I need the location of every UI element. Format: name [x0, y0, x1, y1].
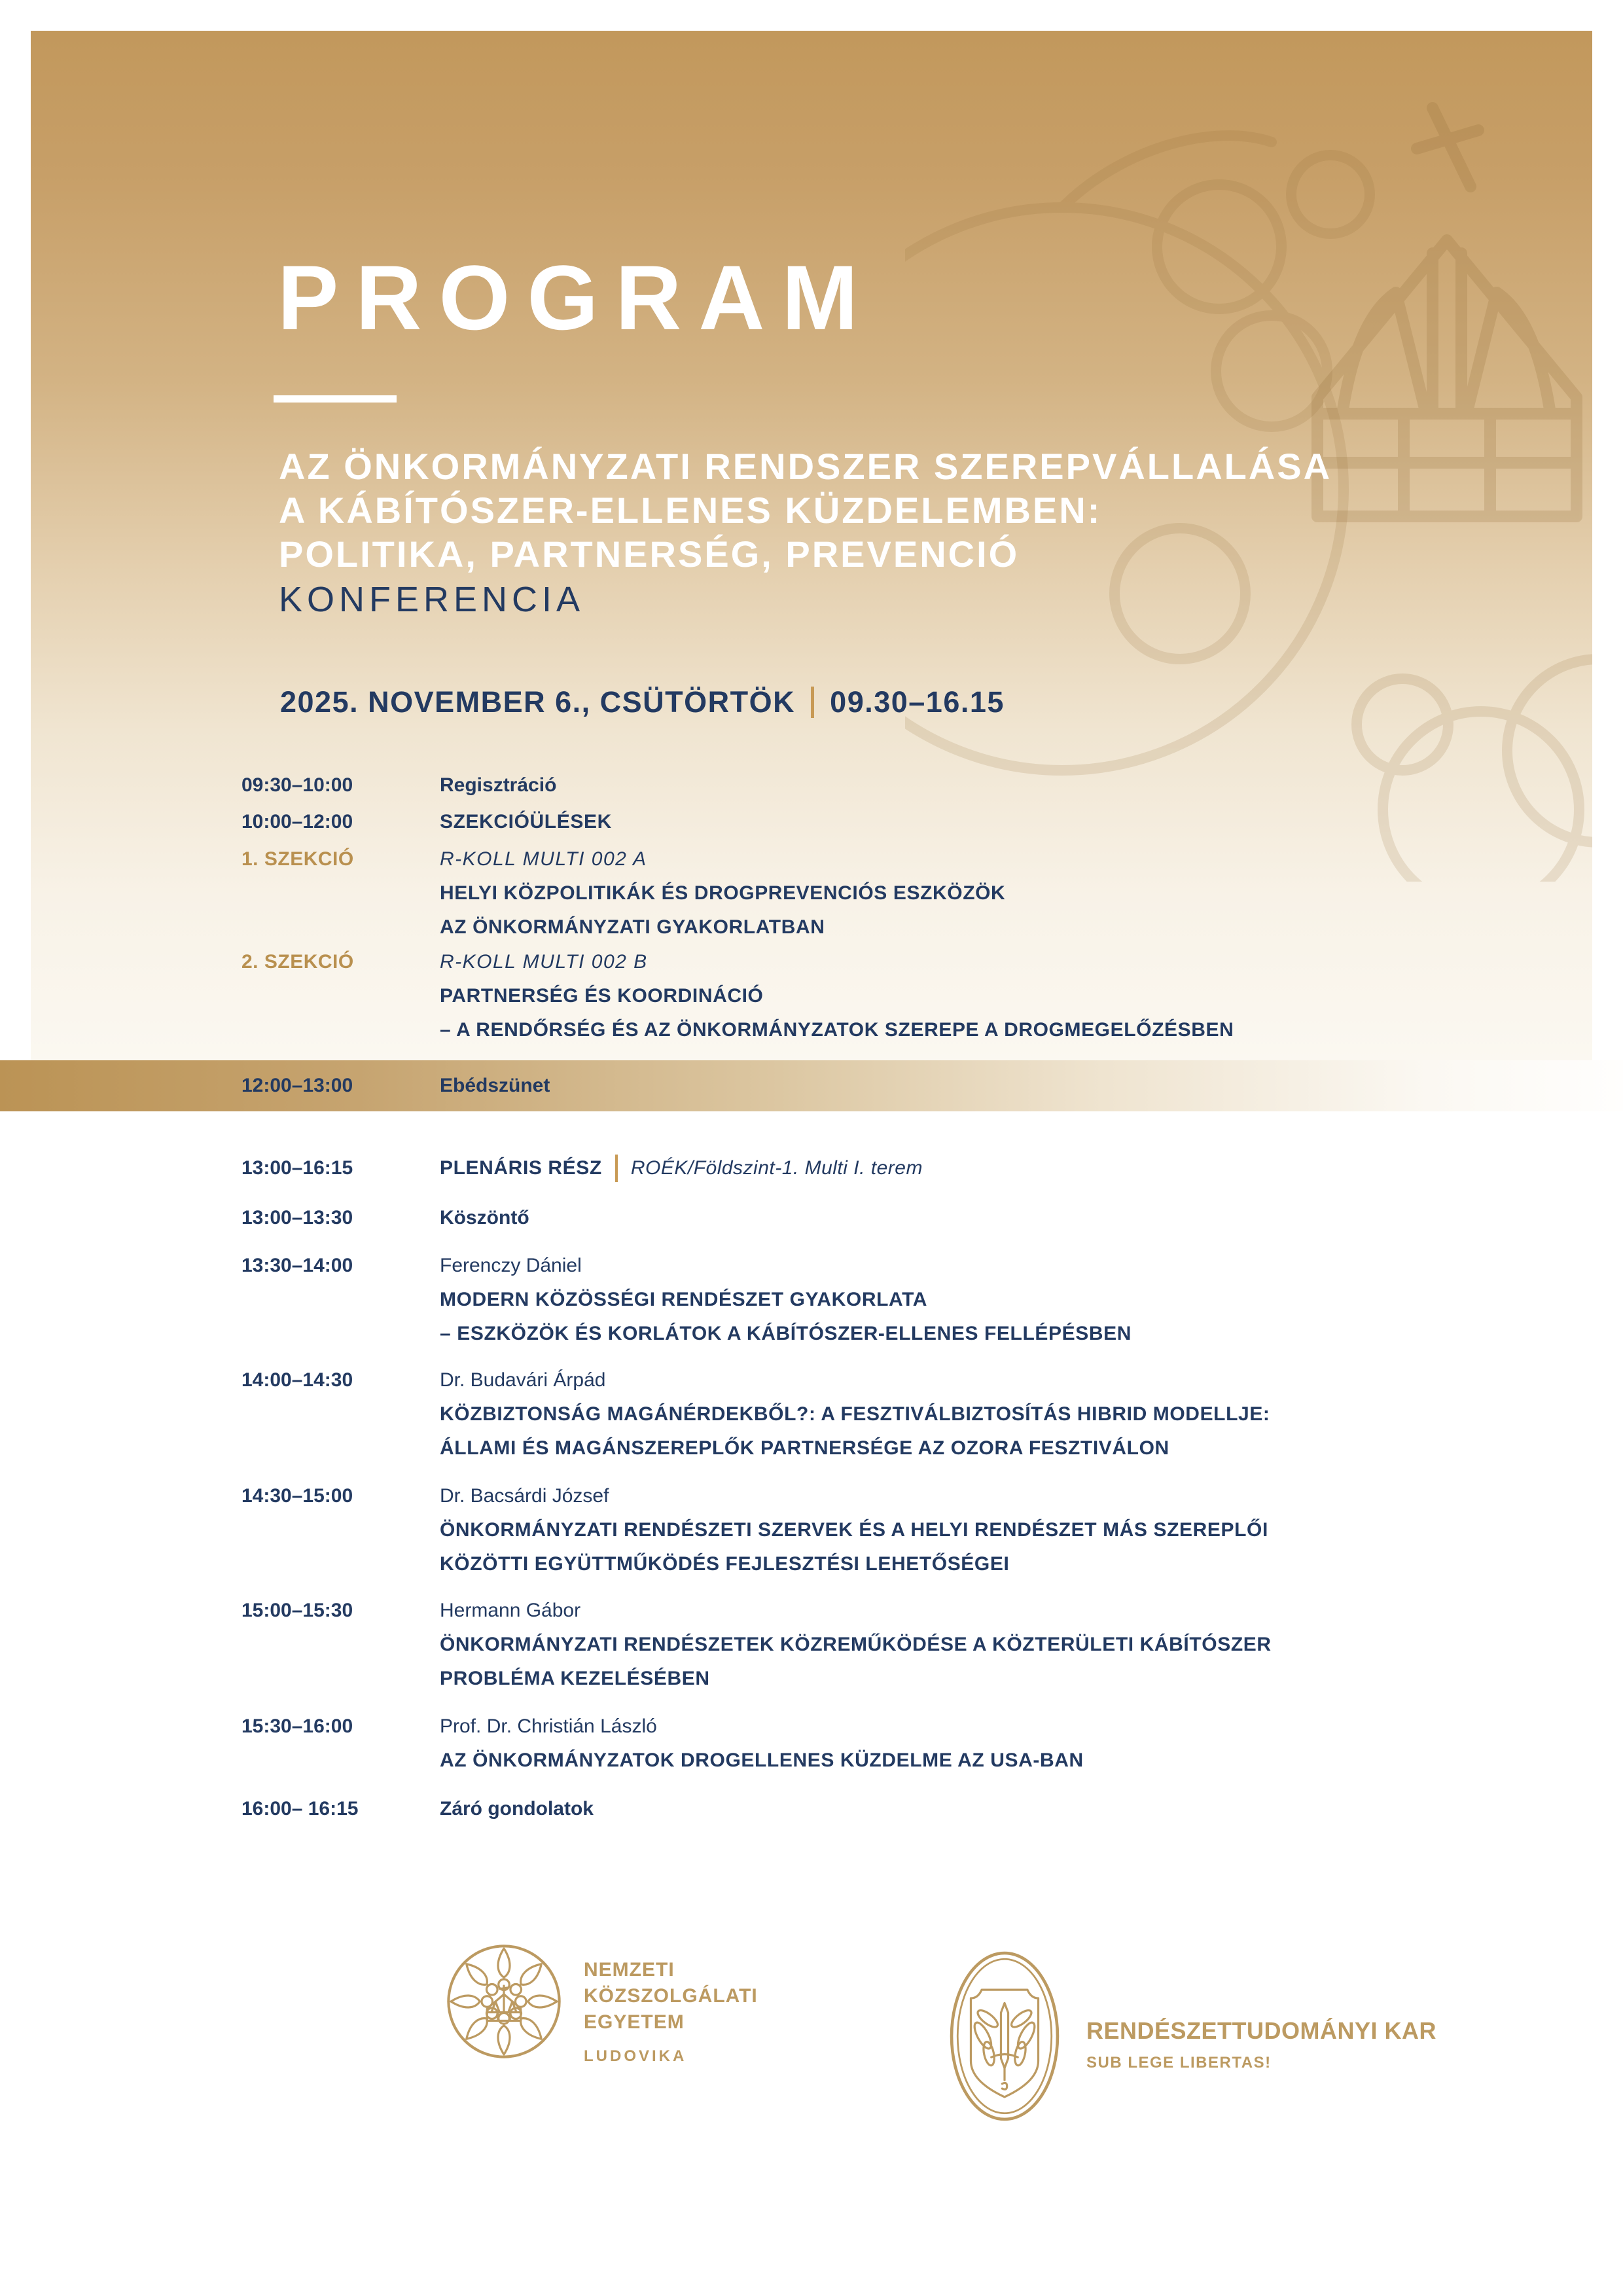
time-label: 12:00–13:00 — [241, 1075, 353, 1096]
faculty-name-block — [1086, 2017, 1436, 2072]
talk-title-line: – ESZKÖZÖK ÉS KORLÁTOK A KÁBÍTÓSZER-ELLENES FELLÉPÉSBEN — [440, 1323, 1132, 1344]
talk-title-line: ÖNKORMÁNYZATI RENDÉSZETI SZERVEK ÉS A HELYI RENDÉSZET MÁS SZEREPLŐI — [440, 1519, 1268, 1541]
speaker-name: Dr. Bacsárdi József — [440, 1485, 609, 1507]
session-title-line: HELYI KÖZPOLITIKÁK ÉS DROGPREVENCIÓS ESZKÖZÖK — [440, 882, 1006, 904]
room-label: R-KOLL MULTI 002 B — [440, 951, 648, 973]
time-label: 14:30–15:00 — [241, 1485, 353, 1507]
talk-title-line: AZ ÖNKORMÁNYZATOK DROGELLENES KÜZDELME AZ USA-BAN — [440, 1749, 1084, 1771]
ludovika-university-emblem-icon — [444, 1941, 564, 2062]
time-label: 10:00–12:00 — [241, 811, 353, 833]
schedule-row — [241, 1594, 1550, 1696]
event-label: Ebédszünet — [440, 1075, 550, 1096]
talk-title-line: ÖNKORMÁNYZATI RENDÉSZETEK KÖZREMŰKÖDÉSE A KÖZTERÜLETI KÁBÍTÓSZER — [440, 1634, 1272, 1655]
speaker-name: Dr. Budavári Árpád — [440, 1369, 606, 1391]
gold-separator-bar — [811, 687, 814, 718]
university-name-line: NEMZETI — [584, 1959, 675, 1981]
conference-title — [279, 444, 1332, 576]
event-label: Regisztráció — [440, 774, 557, 796]
conference-title-line: A KÁBÍTÓSZER-ELLENES KÜZDELEMBEN: — [279, 490, 1102, 531]
schedule-row — [241, 1201, 1550, 1235]
conference-date: 2025. NOVEMBER 6., CSÜTÖRTÖK — [280, 685, 796, 719]
talk-title-line: KÖZÖTTI EGYÜTTMŰKÖDÉS FEJLESZTÉSI LEHETŐSÉGEI — [440, 1553, 1010, 1575]
event-label: PLENÁRIS RÉSZ — [440, 1157, 602, 1179]
conference-time-range: 09.30–16.15 — [830, 685, 1005, 719]
room-label: R-KOLL MULTI 002 A — [440, 848, 647, 870]
faculty-name: RENDÉSZETTUDOMÁNYI KAR — [1086, 2017, 1437, 2044]
speaker-name: Prof. Dr. Christián László — [440, 1715, 657, 1737]
date-row — [280, 685, 1005, 719]
talk-title-line: MODERN KÖZÖSSÉGI RENDÉSZET GYAKORLATA — [440, 1289, 928, 1310]
program-title: PROGRAM — [277, 246, 876, 349]
gold-separator-bar — [615, 1155, 618, 1182]
section-label: 2. SZEKCIÓ — [241, 951, 354, 973]
time-label: 15:00–15:30 — [241, 1600, 353, 1621]
event-label: Záró gondolatok — [440, 1798, 594, 1820]
section-label: 1. SZEKCIÓ — [241, 848, 354, 870]
university-subname: LUDOVIKA — [584, 2047, 687, 2065]
speaker-name: Ferenczy Dániel — [440, 1255, 582, 1276]
university-name-line: EGYETEM — [584, 2011, 685, 2033]
schedule-row — [241, 1710, 1550, 1778]
conference-title-line: AZ ÖNKORMÁNYZATI RENDSZER SZEREPVÁLLALÁSA — [279, 446, 1332, 487]
university-name-line: KÖZSZOLGÁLATI — [584, 1985, 758, 2007]
schedule-row — [241, 1792, 1550, 1826]
schedule-row — [241, 842, 1550, 944]
event-label: Köszöntő — [440, 1207, 529, 1229]
talk-title-line: KÖZBIZTONSÁG MAGÁNÉRDEKBŐL?: A FESZTIVÁLBIZTOSÍTÁS HIBRID MODELLJE: — [440, 1403, 1270, 1425]
schedule-row — [241, 1249, 1550, 1351]
time-label: 16:00– 16:15 — [241, 1798, 359, 1820]
schedule-row — [241, 1151, 1550, 1185]
schedule-row — [241, 768, 1550, 802]
lunch-break-band — [0, 1060, 1623, 1111]
rtk-faculty-emblem-icon — [944, 1945, 1065, 2127]
time-label: 13:00–13:30 — [241, 1207, 353, 1229]
speaker-name: Hermann Gábor — [440, 1600, 581, 1621]
session-title-line: PARTNERSÉG ÉS KOORDINÁCIÓ — [440, 985, 764, 1007]
schedule-row — [241, 945, 1550, 1047]
title-underline-dash — [274, 395, 397, 403]
time-label: 13:00–16:15 — [241, 1157, 353, 1179]
schedule-row — [241, 1479, 1550, 1581]
faculty-motto: SUB LEGE LIBERTAS! — [1086, 2054, 1272, 2072]
session-title-line: AZ ÖNKORMÁNYZATI GYAKORLATBAN — [440, 916, 825, 938]
time-label: 14:00–14:30 — [241, 1369, 353, 1391]
event-label: SZEKCIÓÜLÉSEK — [440, 811, 612, 833]
conference-type-label: KONFERENCIA — [279, 580, 585, 619]
location-label: ROÉK/Földszint-1. Multi I. terem — [630, 1157, 923, 1179]
time-label: 09:30–10:00 — [241, 774, 353, 796]
talk-title-line: ÁLLAMI ÉS MAGÁNSZEREPLŐK PARTNERSÉGE AZ OZORA FESZTIVÁLON — [440, 1437, 1169, 1459]
conference-title-line: POLITIKA, PARTNERSÉG, PREVENCIÓ — [279, 533, 1020, 575]
talk-title-line: PROBLÉMA KEZELÉSÉBEN — [440, 1668, 710, 1689]
schedule-row — [241, 805, 1550, 839]
university-name-block — [584, 1957, 758, 2066]
session-title-line: – A RENDŐRSÉG ÉS AZ ÖNKORMÁNYZATOK SZEREPE A DROGMEGELŐZÉSBEN — [440, 1019, 1234, 1041]
schedule-row — [241, 1363, 1550, 1465]
time-label: 15:30–16:00 — [241, 1715, 353, 1737]
time-label: 13:30–14:00 — [241, 1255, 353, 1276]
